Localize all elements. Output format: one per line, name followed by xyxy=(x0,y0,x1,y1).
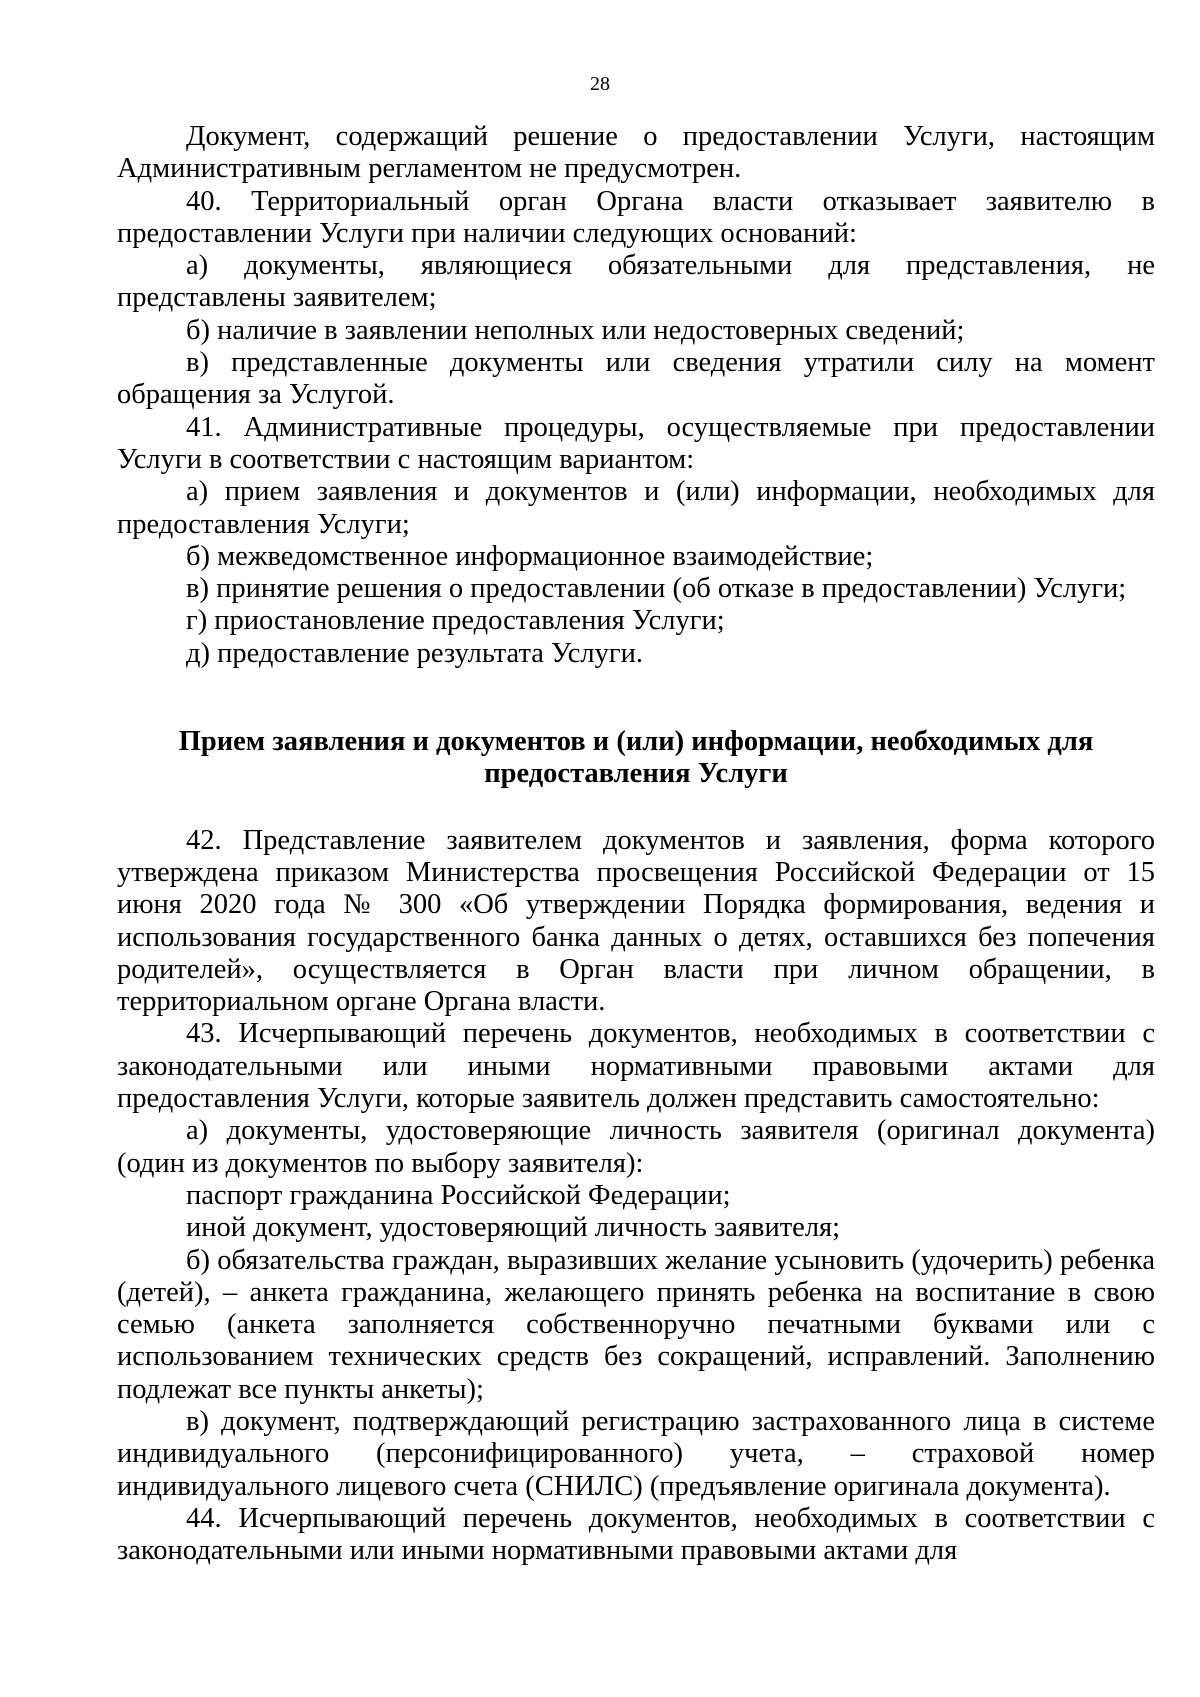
list-item-43-v: в) документ, подтверждающий регистрацию застрахованного лица в системе индивидуального (персонифицированного) учета, – страховой номер индивидуального лицевого счета (СНИЛС) (предъявление оригинала документа). xyxy=(117,1405,1155,1502)
list-item-41-a: а) прием заявления и документов и (или) информации, необходимых для предоставления Услуги; xyxy=(117,476,1155,540)
list-item-40-b: б) наличие в заявлении неполных или недостоверных сведений; xyxy=(186,314,965,346)
paragraph-43-document-list: 43. Исчерпывающий перечень документов, необходимых в соответствии с законодательными или иными нормативными правовыми актами для предоставления Услуги, которые заявитель должен представить самостоятельно: xyxy=(117,1018,1155,1115)
paragraph-no-decision-document: Документ, содержащий решение о предоставлении Услуги, настоящим Административным регламентом не предусмотрен. xyxy=(117,121,1155,185)
page-number: 28 xyxy=(590,73,610,95)
list-item-other-id: иной документ, удостоверяющий личность заявителя; xyxy=(186,1212,841,1244)
list-item-40-v: в) представленные документы или сведения утратили силу на момент обращения за Услугой. xyxy=(117,347,1155,411)
paragraph-40-refusal-grounds: 40. Территориальный орган Органа власти отказывает заявителю в предоставлении Услуги при наличии следующих оснований: xyxy=(117,185,1155,249)
list-item-41-b: б) межведомственное информационное взаимодействие; xyxy=(186,540,874,572)
section-heading-line-2: предоставления Услуги xyxy=(484,758,788,790)
list-item-41-v: в) принятие решения о предоставлении (об отказе в предоставлении) Услуги; xyxy=(186,573,1127,605)
document-body xyxy=(117,121,1155,1567)
section-heading-line-1: Прием заявления и документов и (или) информации, необходимых для xyxy=(178,726,1094,758)
list-item-41-d: д) предоставление результата Услуги. xyxy=(186,637,643,669)
paragraph-41-procedures: 41. Административные процедуры, осуществляемые при предоставлении Услуги в соответствии с настоящим вариантом: xyxy=(117,411,1155,475)
paragraph-42-submission: 42. Представление заявителем документов и заявления, форма которого утверждена приказом Министерства просвещения Российской Федерации от 15 июня 2020 года № 300 «Об утверждении Порядка формирования, ведения и использования государственного банка данных о детях, оставшихся без попечения родителей», осуществляется в Орган власти при личном обращении, в территориальном органе Органа власти. xyxy=(117,824,1155,1018)
list-item-43-a: а) документы, удостоверяющие личность заявителя (оригинал документа) (один из документов по выбору заявителя): xyxy=(117,1115,1155,1179)
list-item-41-g: г) приостановление предоставления Услуги; xyxy=(186,605,725,637)
section-heading xyxy=(117,726,1155,791)
list-item-43-b: б) обязательства граждан, выразивших желание усыновить (удочерить) ребенка (детей), – анкета гражданина, желающего принять ребенка на воспитание в свою семью (анкета заполняется собственноручно печатными буквами или с использованием технических средств без сокращений, исправлений. Заполнению подлежат все пункты анкеты); xyxy=(117,1244,1155,1405)
list-item-passport: паспорт гражданина Российской Федерации; xyxy=(186,1179,731,1211)
paragraph-44-document-list: 44. Исчерпывающий перечень документов, необходимых в соответствии с законодательными или иными нормативными правовыми актами для xyxy=(117,1502,1155,1567)
list-item-40-a: а) документы, являющиеся обязательными для представления, не представлены заявителем; xyxy=(117,250,1155,314)
